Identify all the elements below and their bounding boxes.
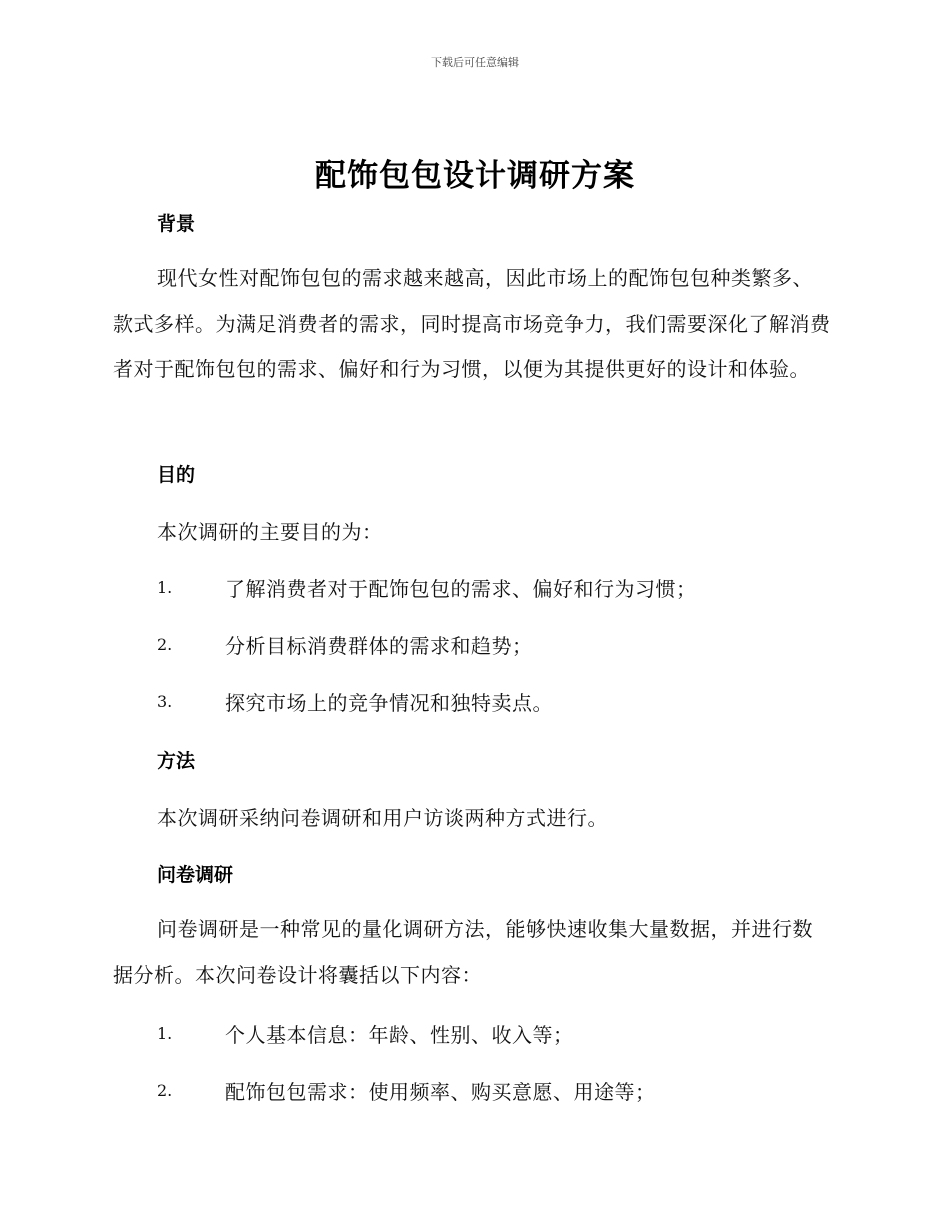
heading-background: 背景 bbox=[157, 213, 196, 235]
header-note: 下载后可任意编辑 bbox=[431, 56, 519, 69]
method-intro: 本次调研采纳问卷调研和用户访谈两种方式进行。 bbox=[157, 806, 608, 830]
survey-item-number-2: 2. bbox=[157, 1081, 173, 1100]
heading-purpose: 目的 bbox=[157, 464, 196, 486]
purpose-item-text-3: 探究市场上的竞争情况和独特卖点。 bbox=[225, 691, 553, 715]
purpose-intro: 本次调研的主要目的为： bbox=[157, 520, 383, 544]
purpose-item-number-1: 1. bbox=[157, 578, 173, 597]
survey-item-number-1: 1. bbox=[157, 1024, 173, 1043]
survey-item-text-1: 个人基本信息：年龄、性别、收入等； bbox=[225, 1023, 574, 1047]
heading-survey: 问卷调研 bbox=[157, 864, 234, 886]
purpose-item-number-3: 3. bbox=[157, 692, 173, 711]
purpose-item-text-2: 分析目标消费群体的需求和趋势； bbox=[225, 634, 533, 658]
survey-item-text-2: 配饰包包需求：使用频率、购买意愿、用途等； bbox=[225, 1080, 656, 1104]
paragraph-background: 现代女性对配饰包包的需求越来越高，因此市场上的配饰包包种类繁多、款式多样。为满足消费者的需求，同时提高市场竞争力，我们需要深化了解消费者对于配饰包包的需求、偏好和行为习惯，以便为其提供更好的设计和体验。 bbox=[113, 266, 831, 381]
purpose-item-number-2: 2. bbox=[157, 635, 173, 654]
paragraph-survey: 问卷调研是一种常见的量化调研方法，能够快速收集大量数据，并进行数据分析。本次问卷设计将囊括以下内容： bbox=[113, 917, 813, 987]
document-title: 配饰包包设计调研方案 bbox=[315, 158, 635, 194]
purpose-item-text-1: 了解消费者对于配饰包包的需求、偏好和行为习惯； bbox=[225, 577, 697, 601]
heading-method: 方法 bbox=[157, 750, 196, 772]
